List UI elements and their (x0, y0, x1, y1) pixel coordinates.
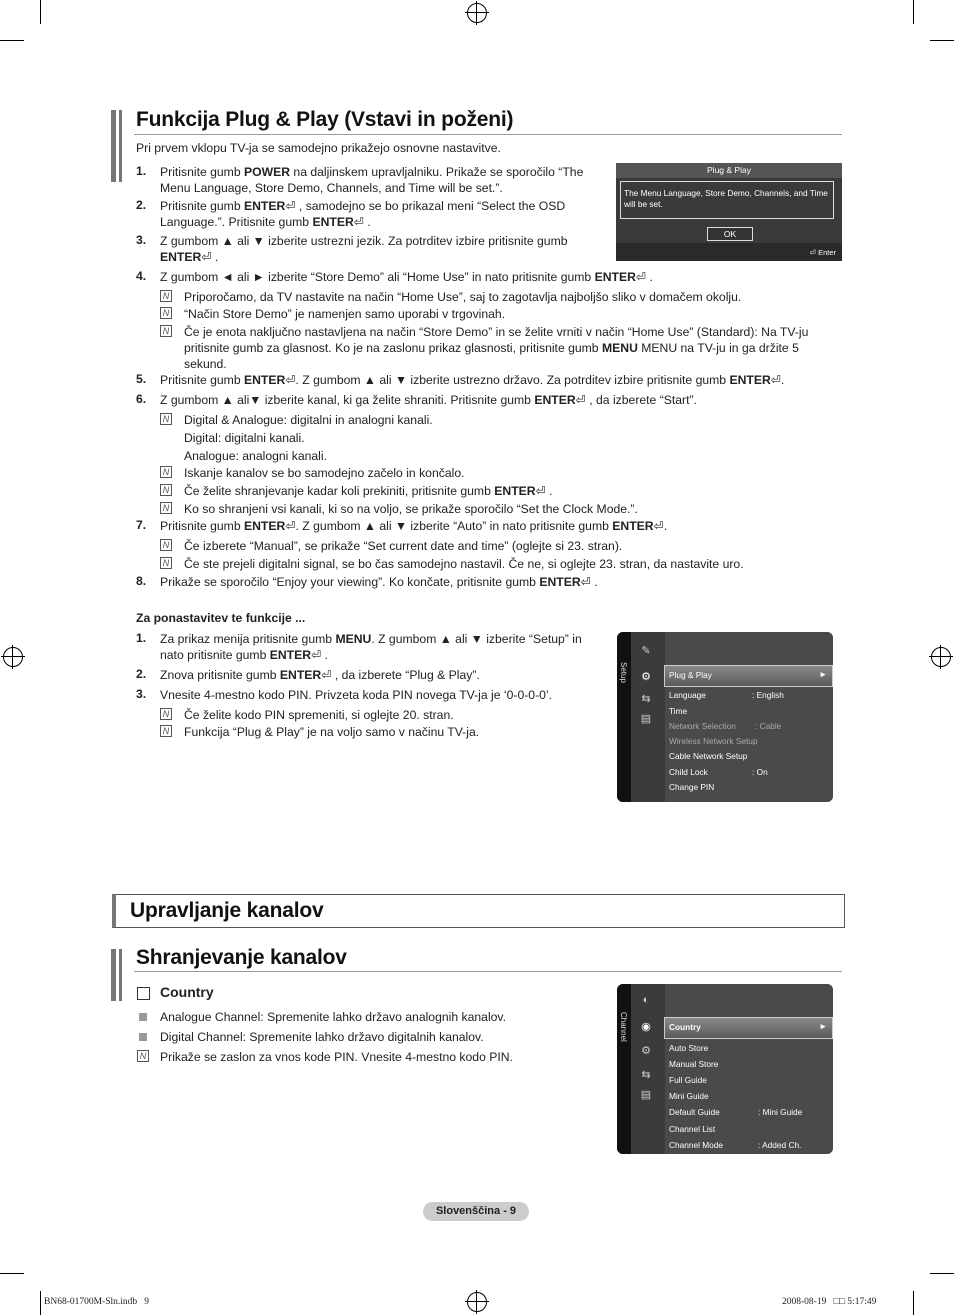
note-icon: N (160, 307, 172, 319)
reset-step-3: Vnesite 4-mestno kodo PIN. Privzeta koda PIN novega TV-ja je ‘0-0-0-0’. (160, 688, 552, 702)
menu-item-value: : Added Ch. (758, 1140, 802, 1150)
step-number: 2. (136, 667, 147, 681)
note-icon: N (160, 466, 172, 478)
menu-label: Channel (619, 1012, 628, 1042)
enter-icon: ⏎ (575, 393, 586, 407)
enter-icon: ⏎ (580, 575, 591, 589)
menu-item[interactable]: Time (669, 706, 688, 716)
osd-enter-hint: ⏎ Enter (809, 248, 836, 257)
note-icon: N (160, 413, 172, 425)
enter-icon: ⏎ (285, 373, 296, 387)
enter-icon: ⏎ (809, 248, 816, 257)
intro-text: Pri prvem vklopu TV-ja se samodejno prikažejo osnovne nastavitve. (136, 141, 501, 155)
section-title: Shranjevanje kanalov (136, 946, 347, 969)
note-text: Analogue: analogni kanali. (184, 449, 327, 463)
note-text: Funkcija “Plug & Play” je na voljo samo v načinu TV-ja. (184, 725, 480, 739)
step-number: 5. (136, 372, 147, 386)
bullet-text: Digital Channel: Spremenite lahko državo digitalnih kanalov. (160, 1030, 484, 1044)
note-icon: N (160, 325, 172, 337)
support-icon: ▤ (640, 1089, 652, 1101)
step-number: 3. (136, 233, 147, 247)
section-title: Funkcija Plug & Play (Vstavi in poženi) (136, 108, 514, 131)
step-4: Z gumbom ◄ ali ► izberite “Store Demo” ali “Home Use” in nato pritisnite gumb ENTER⏎ . (160, 270, 653, 284)
footer-date: 2008-08-19 □□ 5:17:49 (782, 1297, 877, 1307)
step-number: 7. (136, 518, 147, 532)
note-text: Če izberete “Manual”, se prikaže “Set current date and time” (oglejte si 23. stran). (184, 539, 623, 553)
step-number: 6. (136, 392, 147, 406)
crop-mark (930, 40, 954, 41)
note-icon: N (160, 290, 172, 302)
menu-item-value: : English (752, 690, 784, 700)
crop-mark (913, 0, 914, 24)
note-text: Če je enota naključno nastavljena na način “Store Demo” in se želite vrniti v način “Home Use” (Standard): Na TV-ju pritisnite gumb za glasnost. Ko je na zaslonu prikaz glasnosti, pritisnite gumb MENU MENU na TV-ju in ga držite 5 sekund. (184, 325, 809, 371)
menu-item: Wireless Network Setup (669, 736, 758, 746)
crop-mark (40, 0, 41, 24)
enter-icon: ⏎ (653, 519, 664, 533)
crop-mark (0, 40, 24, 41)
enter-icon: ⏎ (321, 668, 332, 682)
osd-message: The Menu Language, Store Demo, Channels, and Time will be set. (620, 181, 834, 219)
menu-item: Network Selection (669, 721, 736, 731)
menu-item[interactable]: Channel Mode (669, 1140, 723, 1150)
note-text: Priporočamo, da TV nastavite na način “Home Use”, saj to zagotavlja najboljšo sliko v domačem okolju. (184, 290, 742, 304)
menu-item-value: : Mini Guide (758, 1107, 803, 1117)
support-icon: ▤ (640, 713, 652, 725)
country-heading: Country (160, 984, 214, 1000)
setup-gear-icon: ⚙ (641, 671, 651, 683)
step-8: Prikaže se sporočilo “Enjoy your viewing”. Ko končate, pritisnite gumb ENTER⏎ . (160, 575, 598, 589)
input-icon: ⇆ (641, 1069, 651, 1081)
reset-heading: Za ponastavitev te funkcije ... (136, 611, 306, 625)
bullet-icon (139, 1013, 147, 1021)
enter-icon: ⏎ (635, 270, 647, 284)
enter-icon: ⏎ (311, 648, 322, 662)
menu-item-value: : Cable (755, 721, 782, 731)
bullet-icon (139, 1033, 147, 1041)
note-text: Iskanje kanalov se bo samodejno začelo in končalo. (184, 466, 465, 480)
note-icon: N (160, 557, 172, 569)
crop-mark (930, 1273, 954, 1274)
note-icon: N (160, 502, 172, 514)
title-rule (134, 134, 842, 135)
setup-gear-icon: ⚙ (641, 1045, 651, 1057)
step-3: Z gumbom ▲ ali ▼ izberite ustrezni jezik. Za potrditev izbire pritisnite gumb ENTER⏎ . (160, 234, 568, 264)
note-text: Ko so shranjeni vsi kanali, ki so na voljo, se prikaže sporočilo “Set the Clock Mode.”. (184, 502, 638, 516)
menu-item[interactable]: Auto Store (669, 1043, 709, 1053)
checkbox-icon (137, 987, 150, 1000)
menu-item[interactable]: Child Lock (669, 767, 708, 777)
step-number: 1. (136, 164, 147, 178)
registration-mark-icon (467, 1292, 487, 1312)
note-text: Digital: digitalni kanali. (184, 431, 305, 445)
bullet-text: Analogue Channel: Spremenite lahko državo analognih kanalov. (160, 1010, 506, 1024)
menu-item[interactable]: Default Guide (669, 1107, 720, 1117)
note-text: Digital & Analogue: digitalni in analogni kanali. (184, 413, 433, 427)
enter-icon: ⏎ (353, 215, 364, 229)
picture-icon: ◐ (642, 994, 650, 1006)
section-bar (119, 110, 122, 182)
note-text: Prikaže se zaslon za vnos kode PIN. Vnesite 4-mestno kodo PIN. (160, 1050, 513, 1064)
menu-label: Setup (619, 662, 628, 683)
page-number-badge: Slovenščina - 9 (423, 1202, 529, 1221)
registration-mark-icon (467, 3, 487, 23)
note-icon: N (137, 1050, 149, 1062)
section-bar (111, 949, 116, 1001)
note-text: Če želite shranjevanje kadar koli prekiniti, pritisnite gumb ENTER⏎ . (184, 484, 553, 498)
step-6: Z gumbom ▲ ali▼ izberite kanal, ki ga želite shraniti. Pritisnite gumb ENTER⏎ , da izberete “Start”. (160, 393, 697, 407)
arrow-right-icon: ► (819, 669, 828, 679)
setup-menu-screenshot (617, 632, 833, 802)
channel-menu-screenshot (617, 984, 833, 1154)
reset-step-1: Za prikaz menija pritisnite gumb MENU. Z gumbom ▲ ali ▼ izberite “Setup” in nato pritisnite gumb ENTER⏎ . (160, 632, 582, 662)
section-title: Upravljanje kanalov (130, 899, 324, 922)
crop-mark (0, 1273, 24, 1274)
menu-item[interactable]: Full Guide (669, 1075, 707, 1085)
picture-icon: ✎ (641, 645, 651, 657)
step-number: 4. (136, 269, 147, 283)
menu-item[interactable]: Cable Network Setup (669, 751, 748, 761)
section-bar (119, 949, 122, 1001)
menu-item-plug-play[interactable]: Plug & Play (669, 670, 712, 680)
enter-icon: ⏎ (285, 519, 296, 533)
note-icon: N (160, 484, 172, 496)
menu-item-country[interactable]: Country (669, 1022, 701, 1032)
plug-play-osd (616, 163, 842, 261)
step-number: 2. (136, 198, 147, 212)
step-7: Pritisnite gumb ENTER⏎. Z gumbom ▲ ali ▼ izberite “Auto” in nato pritisnite gumb ENTER⏎. (160, 519, 668, 533)
menu-item[interactable]: Channel List (669, 1124, 716, 1134)
crop-mark (40, 1291, 41, 1315)
step-2: Pritisnite gumb ENTER⏎ , samodejno se bo prikazal meni “Select the OSD Language.”. Pritisnite gumb ENTER⏎ . (160, 199, 566, 229)
menu-item[interactable]: Language (669, 690, 706, 700)
channel-dish-icon: ◉ (641, 1021, 651, 1033)
enter-icon: ⏎ (285, 199, 296, 213)
step-number: 8. (136, 574, 147, 588)
enter-icon: ⏎ (535, 484, 546, 498)
footer-file: BN68-01700M-Sln.indb 9 (44, 1297, 150, 1307)
reset-step-2: Znova pritisnite gumb ENTER⏎ , da izberete “Plug & Play”. (160, 668, 480, 682)
enter-icon: ⏎ (201, 250, 212, 264)
arrow-right-icon: ► (819, 1021, 828, 1031)
step-5: Pritisnite gumb ENTER⏎. Z gumbom ▲ ali ▼ izberite ustrezno državo. Za potrditev izbire pritisnite gumb ENTER⏎. (160, 373, 785, 387)
note-icon: N (160, 539, 172, 551)
step-1: Pritisnite gumb POWER na daljinskem upravljalniku. Prikaže se sporočilo “The Menu Language, Store Demo, Channels, and Time will be set.”. (160, 165, 584, 195)
enter-icon: ⏎ (770, 373, 781, 387)
section-bar (111, 110, 116, 182)
step-number: 1. (136, 631, 147, 645)
menu-item[interactable]: Change PIN (669, 782, 715, 792)
title-rule (134, 971, 842, 972)
registration-mark-icon (931, 647, 951, 667)
step-number: 3. (136, 687, 147, 701)
osd-ok-button[interactable]: OK (707, 227, 753, 241)
input-icon: ⇆ (641, 693, 651, 705)
note-text: Če želite kodo PIN spremeniti, si oglejte 20. stran. (184, 708, 454, 722)
menu-item[interactable]: Manual Store (669, 1059, 719, 1069)
registration-mark-icon (3, 647, 23, 667)
note-text: “Način Store Demo” je namenjen samo uporabi v trgovinah. (184, 307, 506, 321)
note-icon: N (160, 725, 172, 737)
menu-item-value: : On (752, 767, 768, 777)
osd-title: Plug & Play (616, 163, 842, 178)
crop-mark (913, 1291, 914, 1315)
note-text: Če ste prejeli digitalni signal, se bo čas samodejno nastavil. Če ne, si oglejte 23. stran, da nastavite uro. (184, 557, 744, 571)
menu-item[interactable]: Mini Guide (669, 1091, 709, 1101)
note-icon: N (160, 708, 172, 720)
